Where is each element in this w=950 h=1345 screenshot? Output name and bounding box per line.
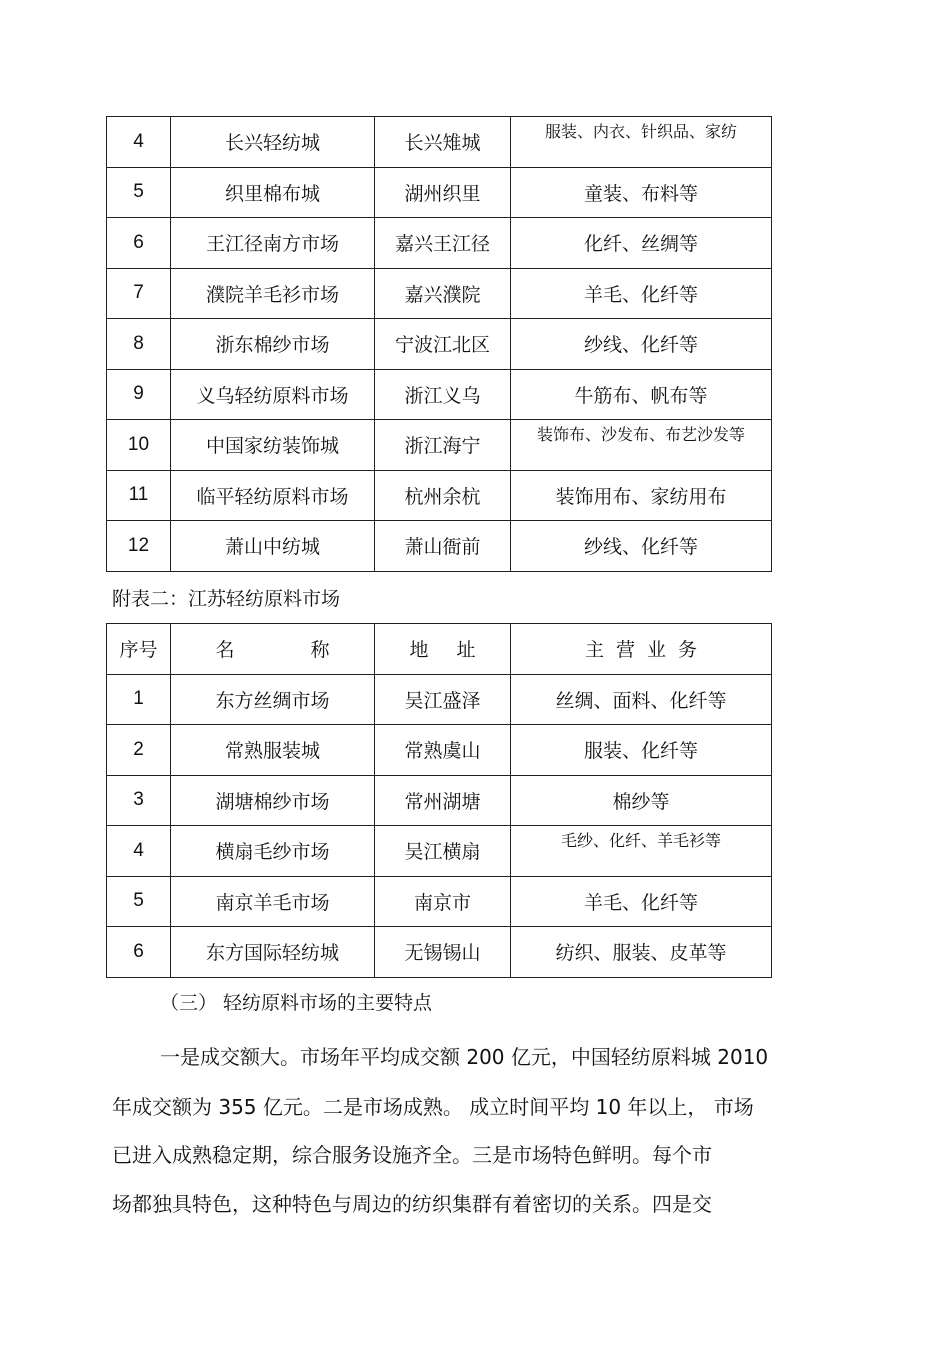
table-row (107, 725, 772, 776)
row-number: 7 (107, 268, 171, 319)
header-no: 序号 (107, 624, 171, 675)
section-title: （三） 轻纺原料市场的主要特点 (160, 992, 433, 1014)
table-row (107, 369, 772, 420)
table-header-row (107, 624, 772, 675)
market-name: 中国家纺装饰城 (171, 420, 375, 471)
paragraph-line: 场都独具特色，这种特色与周边的纺织集群有着密切的关系。四是交 (112, 1192, 712, 1216)
market-name: 临平轻纺原料市场 (171, 470, 375, 521)
table-row (107, 521, 772, 572)
market-name: 王江径南方市场 (171, 218, 375, 269)
market-location: 无锡锡山 (375, 927, 511, 978)
main-business: 纱线、化纤等 (511, 521, 772, 572)
main-business: 装饰用布、家纺用布 (511, 470, 772, 521)
header-name: 名 称 (171, 624, 375, 675)
market-name: 浙东棉纱市场 (171, 319, 375, 370)
main-business: 丝绸、面料、化纤等 (511, 674, 772, 725)
main-business: 牛筋布、帆布等 (511, 369, 772, 420)
paragraph-line: 已进入成熟稳定期，综合服务设施齐全。三是市场特色鲜明。每个市 (112, 1143, 712, 1167)
main-business: 服装、内衣、针织品、家纺 (511, 117, 772, 168)
market-location: 吴江横扇 (375, 826, 511, 877)
market-location: 浙江义乌 (375, 369, 511, 420)
zhejiang-market-table-body (107, 117, 772, 572)
row-number: 3 (107, 775, 171, 826)
table-row (107, 674, 772, 725)
paragraph-line: 一是成交额大。市场年平均成交额 200 亿元，中国轻纺原料城 2010 (160, 1045, 769, 1069)
market-location: 湖州织里 (375, 167, 511, 218)
jiangsu-market-table (106, 623, 772, 978)
row-number: 4 (107, 117, 171, 168)
table-row (107, 470, 772, 521)
market-location: 南京市 (375, 876, 511, 927)
table-row (107, 927, 772, 978)
main-business: 棉纱等 (511, 775, 772, 826)
table-caption: 附表二：江苏轻纺原料市场 (112, 588, 341, 610)
market-name: 常熟服装城 (171, 725, 375, 776)
jiangsu-market-table-body (107, 674, 772, 977)
table-row (107, 167, 772, 218)
row-number: 10 (107, 420, 171, 471)
market-location: 嘉兴王江径 (375, 218, 511, 269)
table-row (107, 319, 772, 370)
row-number: 6 (107, 927, 171, 978)
table-row (107, 826, 772, 877)
row-number: 12 (107, 521, 171, 572)
market-location: 常州湖塘 (375, 775, 511, 826)
main-business: 童装、布料等 (511, 167, 772, 218)
header-business: 主 营 业 务 (511, 624, 772, 675)
row-number: 4 (107, 826, 171, 877)
row-number: 11 (107, 470, 171, 521)
row-number: 5 (107, 876, 171, 927)
main-business: 纺织、服装、皮革等 (511, 927, 772, 978)
market-location: 宁波江北区 (375, 319, 511, 370)
market-location: 萧山衙前 (375, 521, 511, 572)
market-name: 义乌轻纺原料市场 (171, 369, 375, 420)
market-name: 萧山中纺城 (171, 521, 375, 572)
market-name: 东方丝绸市场 (171, 674, 375, 725)
market-name: 横扇毛纱市场 (171, 826, 375, 877)
main-business: 纱线、化纤等 (511, 319, 772, 370)
market-name: 东方国际轻纺城 (171, 927, 375, 978)
market-location: 长兴雉城 (375, 117, 511, 168)
row-number: 1 (107, 674, 171, 725)
market-location: 浙江海宁 (375, 420, 511, 471)
table-row (107, 775, 772, 826)
main-business: 服装、化纤等 (511, 725, 772, 776)
main-business: 羊毛、化纤等 (511, 876, 772, 927)
table-row (107, 420, 772, 471)
main-business: 装饰布、沙发布、布艺沙发等 (511, 420, 772, 471)
header-location: 地 址 (375, 624, 511, 675)
market-name: 南京羊毛市场 (171, 876, 375, 927)
main-business: 化纤、丝绸等 (511, 218, 772, 269)
table-row (107, 218, 772, 269)
row-number: 9 (107, 369, 171, 420)
market-name: 长兴轻纺城 (171, 117, 375, 168)
market-name: 织里棉布城 (171, 167, 375, 218)
market-location: 杭州余杭 (375, 470, 511, 521)
market-location: 吴江盛泽 (375, 674, 511, 725)
table-row (107, 876, 772, 927)
row-number: 5 (107, 167, 171, 218)
table-row (107, 268, 772, 319)
market-location: 嘉兴濮院 (375, 268, 511, 319)
row-number: 2 (107, 725, 171, 776)
table-row (107, 117, 772, 168)
main-business: 羊毛、化纤等 (511, 268, 772, 319)
row-number: 8 (107, 319, 171, 370)
paragraph-line: 年成交额为 355 亿元。二是市场成熟。 成立时间平均 10 年以上， 市场 (112, 1095, 754, 1119)
market-location: 常熟虞山 (375, 725, 511, 776)
market-name: 濮院羊毛衫市场 (171, 268, 375, 319)
main-business: 毛纱、化纤、羊毛衫等 (511, 826, 772, 877)
market-name: 湖塘棉纱市场 (171, 775, 375, 826)
zhejiang-market-table (106, 116, 772, 572)
row-number: 6 (107, 218, 171, 269)
